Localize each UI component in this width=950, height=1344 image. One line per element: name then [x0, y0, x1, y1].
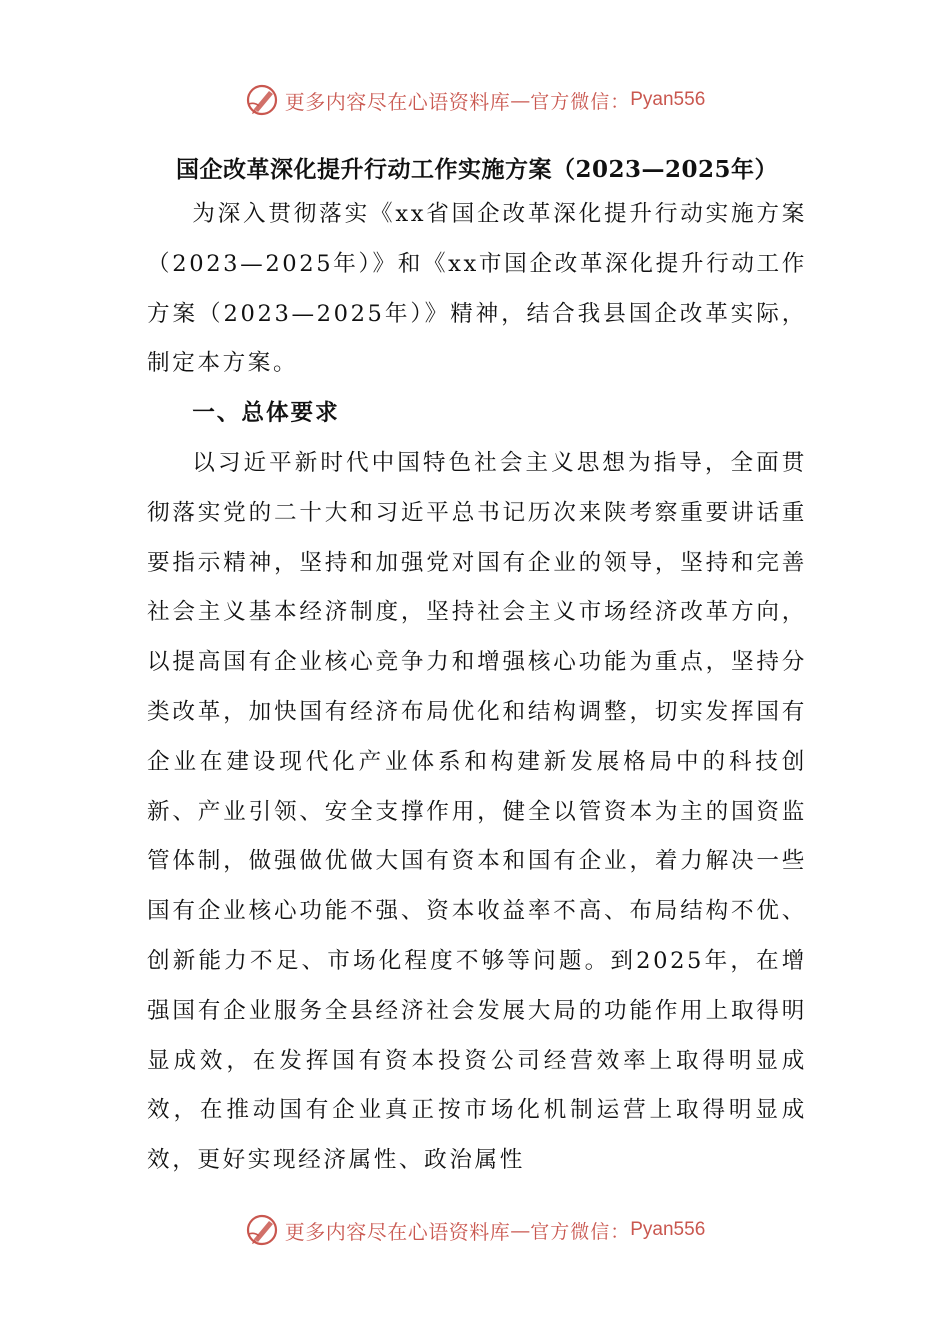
- section-paragraph: 以习近平新时代中国特色社会主义思想为指导，全面贯彻落实党的二十大和习近平总书记历次来陕考察重要讲话重要指示精神，坚持和加强党对国有企业的领导，坚持和完善社会主义基本经济制度，坚持社会主义市场经济改革方向，以提高国有企业核心竞争力和增强核心功能为重点，坚持分类改革，加快国有经济布局优化和结构调整，切实发挥国有企业在建设现代化产业体系和构建新发展格局中的科技创新、产业引领、安全支撑作用，健全以管资本为主的国资监管体制，做强做优做大国有资本和国有企业，着力解决一些国有企业核心功能不强、资本收益率不高、布局结构不优、创新能力不足、市场化程度不够等问题。到2025年，在增强国有企业服务全县经济社会发展大局的功能作用上取得明显成效，在发挥国有资本投资公司经营效率上取得明显成效，在推动国有企业真正按市场化机制运营上取得明显成效，更好实现经济属性、政治属性: [147, 449, 807, 1174]
- watermark-text: 更多内容尽在心语资料库: [284, 1219, 511, 1244]
- watermark-separator: —: [510, 88, 531, 112]
- watermark-text: 更多内容尽在心语资料库: [284, 89, 511, 114]
- watermark-separator: —: [510, 1218, 531, 1242]
- watermark-wechat-id: Pyan556: [630, 89, 706, 110]
- section-heading: 一、总体要求: [192, 400, 340, 427]
- watermark-wechat-id: Pyan556: [630, 1219, 706, 1240]
- watermark-header: [0, 80, 950, 120]
- watermark-label: 官方微信：: [530, 1220, 631, 1243]
- document-body: [147, 150, 807, 1186]
- watermark-footer: [0, 1210, 950, 1250]
- pen-logo-icon: [245, 1212, 281, 1248]
- watermark-label: 官方微信：: [530, 90, 631, 113]
- pen-logo-icon: [245, 82, 281, 118]
- document-title: 国企改革深化提升行动工作实施方案（2023—2025年）: [175, 156, 779, 183]
- intro-paragraph: 为深入贯彻落实《xx省国企改革深化提升行动实施方案（2023—2025年）》和《xx市国企改革深化提升行动工作方案（2023—2025年）》精神，结合我县国企改革实际，制定本方案。: [147, 201, 807, 377]
